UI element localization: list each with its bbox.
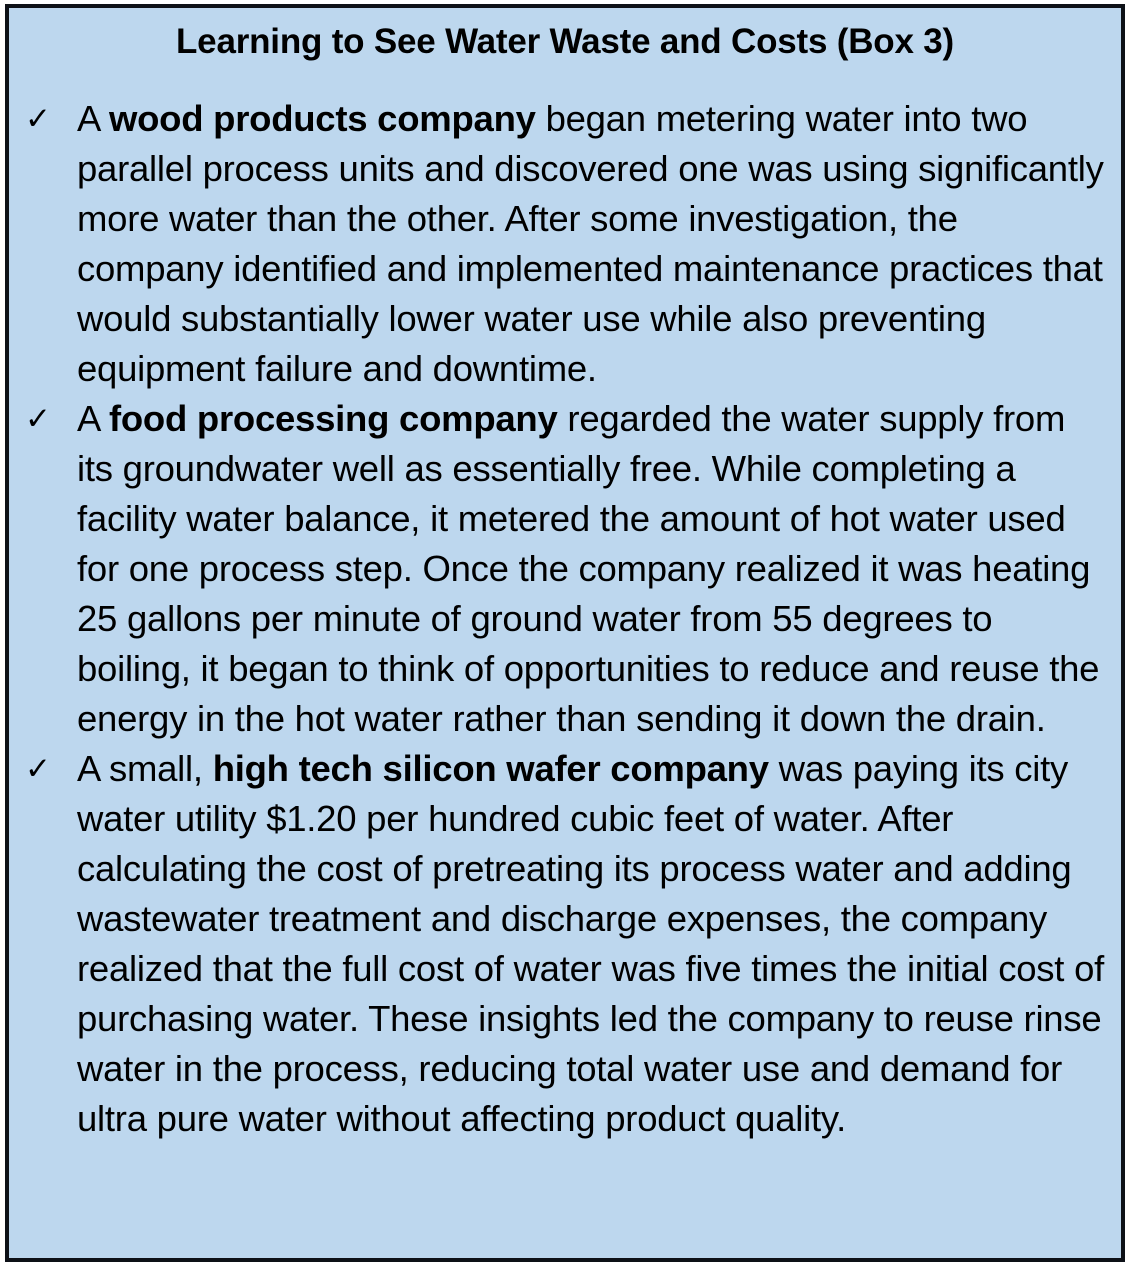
- check-icon: ✓: [25, 751, 51, 786]
- list-item-text: A wood products company began metering water into two parallel process units and discovered one was using significantly more water than the other. After some investigation, the company identified and implemented maintenance practices that would substantially lower water use while also preventing equipment failure and downtime.: [77, 98, 1104, 389]
- check-icon: ✓: [25, 401, 51, 436]
- bullet-list: [9, 94, 1121, 1144]
- list-item: [9, 94, 1121, 394]
- list-item: [9, 394, 1121, 744]
- list-item: [9, 744, 1121, 1144]
- callout-box: [5, 4, 1125, 1262]
- list-item-text: A food processing company regarded the water supply from its groundwater well as essentially free. While completing a facility water balance, it metered the amount of hot water used for one process step. Once the company realized it was heating 25 gallons per minute of ground water from 55 degrees to boiling, it began to think of opportunities to reduce and reuse the energy in the hot water rather than sending it down the drain.: [77, 398, 1100, 739]
- list-item-text: A small, high tech silicon wafer company was paying its city water utility $1.20 per hundred cubic feet of water. After calculating the cost of pretreating its process water and adding wastewater treatment and discharge expenses, the company realized that the full cost of water was five times the initial cost of purchasing water. These insights led the company to reuse rinse water in the process, reducing total water use and demand for ultra pure water without affecting product quality.: [77, 748, 1105, 1139]
- check-icon: ✓: [25, 101, 51, 136]
- box-title: Learning to See Water Waste and Costs (Box 3): [176, 22, 954, 61]
